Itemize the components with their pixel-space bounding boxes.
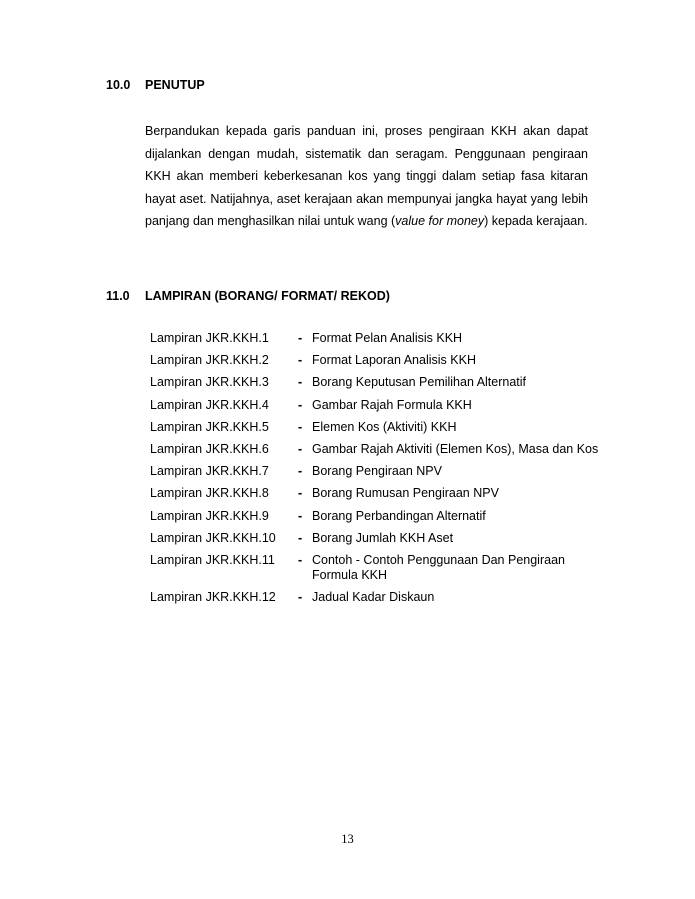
section-title: LAMPIRAN (BORANG/ FORMAT/ REKOD) — [145, 289, 390, 303]
section-number: 10.0 — [106, 78, 131, 92]
attachment-label: Lampiran JKR.KKH.2 — [150, 353, 269, 368]
section-heading-penutup — [106, 78, 205, 92]
section-heading-lampiran — [106, 289, 390, 303]
list-item — [150, 486, 620, 508]
attachment-description: Format Laporan Analisis KKH — [312, 353, 476, 368]
attachment-description: Borang Keputusan Pemilihan Alternatif — [312, 375, 527, 390]
paragraph-text: Berpandukan kepada garis panduan ini, proses pengiraan KKH akan dapat dijalankan dengan mudah, sistematik dan seragam. Penggunaan pengiraan KKH akan memberi keberkesanan kos yang tinggi dalam setiap fasa kitaran hayat aset. Natijahnya, aset kerajaan akan mempunyai jangka hayat yang lebih panjang dan menghasilkan nilai untuk wang ( — [145, 124, 588, 229]
list-dash: - — [298, 589, 303, 604]
list-item — [150, 331, 620, 353]
paragraph-italic-text: value for money — [395, 214, 485, 229]
list-item — [150, 375, 620, 397]
attachment-label: Lampiran JKR.KKH.5 — [150, 419, 269, 434]
paragraph-text-end: ) kepada kerajaan. — [484, 214, 588, 229]
list-dash: - — [298, 486, 303, 501]
list-item — [150, 590, 620, 612]
attachment-label: Lampiran JKR.KKH.1 — [150, 331, 269, 345]
attachment-label: Lampiran JKR.KKH.9 — [150, 508, 269, 523]
attachment-label: Lampiran JKR.KKH.7 — [150, 464, 269, 479]
list-item — [150, 553, 620, 590]
page-number: 13 — [341, 832, 354, 846]
closing-paragraph — [145, 120, 588, 233]
attachment-description: Jadual Kadar Diskaun — [312, 589, 435, 604]
attachment-label: Lampiran JKR.KKH.11 — [150, 552, 275, 567]
attachment-label: Lampiran JKR.KKH.3 — [150, 375, 269, 390]
section-number: 11.0 — [106, 289, 130, 303]
list-dash: - — [298, 353, 303, 368]
list-dash: - — [298, 464, 303, 479]
attachment-label: Lampiran JKR.KKH.4 — [150, 397, 269, 412]
attachment-description: Format Pelan Analisis KKH — [312, 331, 463, 345]
attachment-label: Lampiran JKR.KKH.6 — [150, 441, 269, 456]
attachment-label: Lampiran JKR.KKH.12 — [150, 589, 276, 604]
attachment-description: Borang Pengiraan NPV — [312, 464, 442, 479]
list-item — [150, 353, 620, 375]
list-dash: - — [298, 331, 303, 345]
attachment-description: Gambar Rajah Formula KKH — [312, 397, 472, 412]
attachment-description: Elemen Kos (Aktiviti) KKH — [312, 419, 457, 434]
list-item — [150, 509, 620, 531]
list-item — [150, 420, 620, 442]
list-item — [150, 531, 620, 553]
attachment-description: Contoh - Contoh Penggunaan Dan Pengiraan Formula KKH — [312, 552, 565, 582]
section-title: PENUTUP — [145, 78, 205, 92]
list-dash: - — [298, 441, 303, 456]
attachment-description: Gambar Rajah Aktiviti (Elemen Kos), Masa dan Kos — [312, 441, 599, 456]
attachment-description: Borang Perbandingan Alternatif — [312, 508, 486, 523]
attachment-label: Lampiran JKR.KKH.8 — [150, 486, 269, 501]
attachment-description: Borang Jumlah KKH Aset — [312, 530, 454, 545]
list-item — [150, 464, 620, 486]
list-item — [150, 442, 620, 464]
list-dash: - — [298, 397, 303, 412]
attachment-description: Borang Rumusan Pengiraan NPV — [312, 486, 499, 501]
list-dash: - — [298, 375, 303, 390]
attachment-label: Lampiran JKR.KKH.10 — [150, 530, 276, 545]
attachment-list — [150, 331, 620, 612]
list-dash: - — [298, 530, 303, 545]
list-dash: - — [298, 552, 303, 567]
list-dash: - — [298, 508, 303, 523]
list-item — [150, 398, 620, 420]
list-dash: - — [298, 419, 303, 434]
